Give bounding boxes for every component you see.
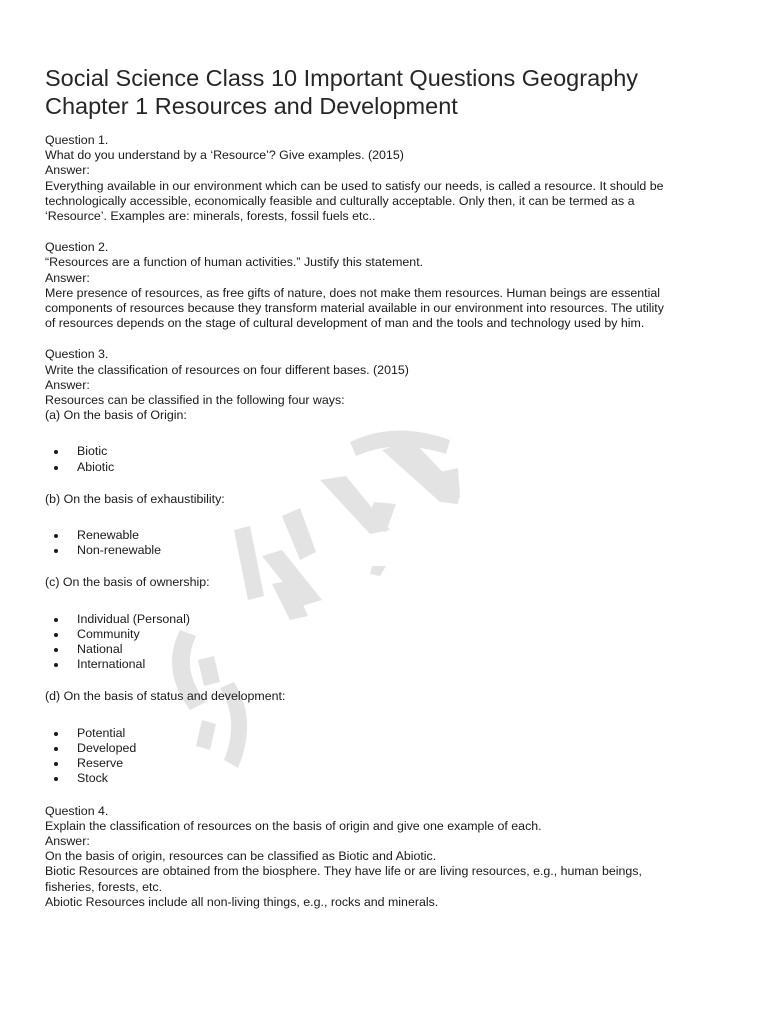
answer-line: technologically accessible, economically feasible and culturally acceptable. Only then, it can be termed as a [45, 193, 635, 208]
title-line-2: Chapter 1 Resources and Development [45, 93, 458, 119]
question-1 [45, 133, 695, 224]
answer-label: Answer: [45, 377, 90, 392]
question-text: What do you understand by a ‘Resource’? Give examples. (2015) [45, 148, 404, 163]
list-item: Community [45, 627, 695, 642]
title-line-1: Social Science Class 10 Important Questions Geography [45, 65, 639, 91]
page-title [45, 64, 695, 120]
answer-line: ‘Resource’. Examples are: minerals, forests, fossil fuels etc.. [45, 209, 376, 224]
question-4 [45, 804, 695, 910]
answer-line: Biotic Resources are obtained from the biosphere. They have life or are living resources, e.g., human beings, [45, 864, 642, 879]
answer-label: Answer: [45, 163, 90, 178]
question-text: Explain the classification of resources on the basis of origin and give one example of each. [45, 818, 542, 833]
question-label: Question 4. [45, 803, 109, 818]
list-item: Biotic [45, 444, 695, 459]
section-heading-status: (d) On the basis of status and development: [45, 689, 286, 704]
list-item: Abiotic [45, 460, 695, 475]
question-text: “Resources are a function of human activities.” Justify this statement. [45, 255, 424, 270]
document-content [45, 64, 695, 910]
answer-line: of resources depends on the stage of cultural development of man and the tools and technology used by him. [45, 316, 645, 331]
question-text: Write the classification of resources on four different bases. (2015) [45, 362, 409, 377]
list-item: Potential [45, 726, 695, 741]
exhaustibility-list [45, 528, 695, 558]
answer-label: Answer: [45, 833, 90, 848]
question-label: Question 1. [45, 133, 109, 147]
question-label: Question 3. [45, 347, 109, 362]
answer-line: On the basis of origin, resources can be classified as Biotic and Abiotic. [45, 849, 437, 864]
list-item: Reserve [45, 756, 695, 771]
list-item: Individual (Personal) [45, 612, 695, 627]
answer-intro: Resources can be classified in the following four ways: [45, 393, 345, 408]
ownership-list [45, 612, 695, 673]
list-item: National [45, 642, 695, 657]
list-item: International [45, 657, 695, 672]
abiotic-line: Abiotic Resources include all non-living things, e.g., rocks and minerals. [45, 894, 439, 909]
question-3 [45, 347, 695, 786]
list-item: Non-renewable [45, 543, 695, 558]
list-item: Stock [45, 771, 695, 786]
answer-line: Mere presence of resources, as free gifts of nature, does not make them resources. Human beings are essential [45, 285, 661, 300]
section-heading-origin: (a) On the basis of Origin: [45, 408, 187, 423]
status-list [45, 726, 695, 787]
question-label: Question 2. [45, 240, 109, 255]
answer-line: fisheries, forests, etc. [45, 879, 163, 894]
answer-line: Everything available in our environment which can be used to satisfy our needs, is called a resource. It should be [45, 178, 664, 193]
origin-list [45, 444, 695, 474]
list-item: Renewable [45, 528, 695, 543]
answer-line: components of resources because they transform material available in our environment into resources. The utility [45, 301, 664, 316]
question-2 [45, 240, 695, 331]
answer-label: Answer: [45, 270, 90, 285]
list-item: Developed [45, 741, 695, 756]
section-heading-ownership: (c) On the basis of ownership: [45, 575, 210, 590]
section-heading-exhaustibility: (b) On the basis of exhaustibility: [45, 491, 225, 506]
